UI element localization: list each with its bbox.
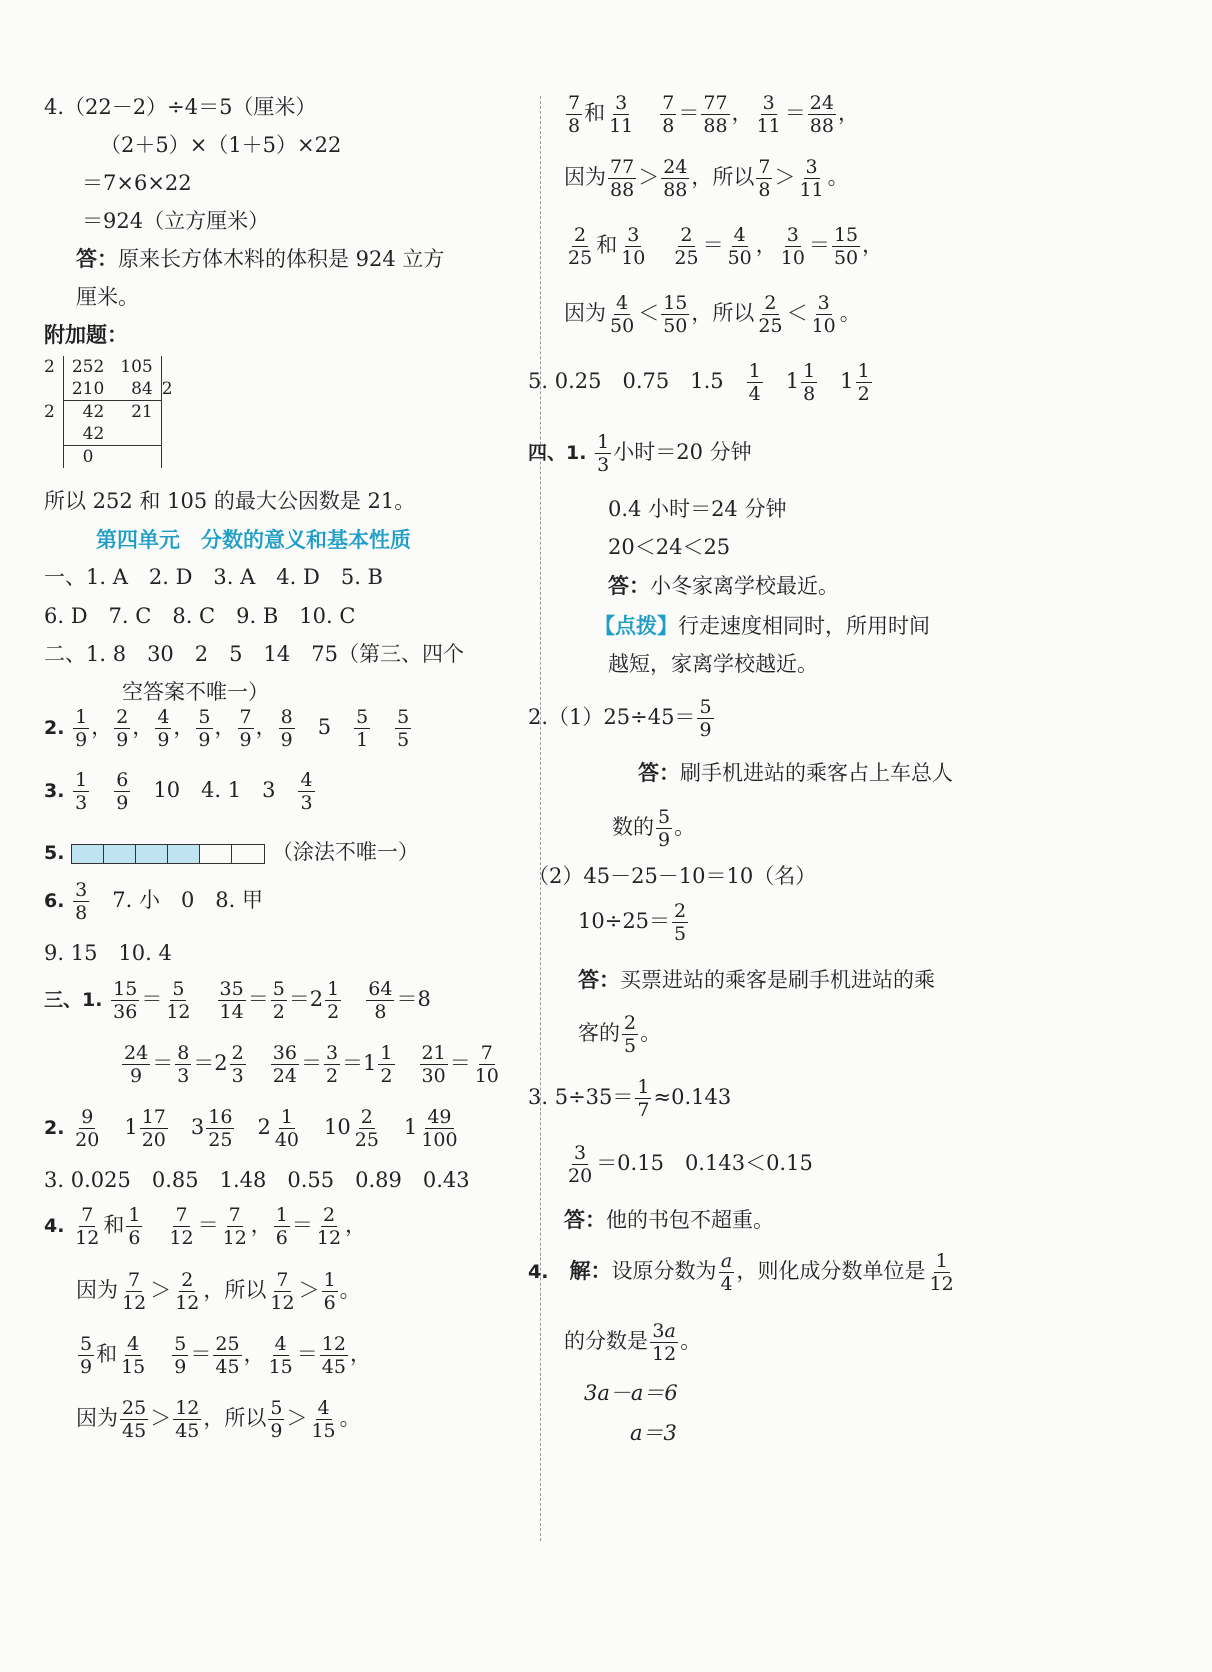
tip-cont: 越短，家离学校越近。 (608, 652, 818, 676)
bonus-label: 附加题： (44, 323, 128, 347)
s3-q4-line4: 因为 $\frac{25}{45}$ ＞ $\frac{12}{45}$ ，所以 $\frac{5}{9}$ ＞ $\frac{4}{15}$ 。 (76, 1397, 361, 1442)
s4-q2b-answer-cont: 客的 $\frac{2}{5}$ 。 (578, 1012, 662, 1057)
answer-text: 原来长方体木料的体积是 924 立方 (118, 247, 445, 271)
s3-q3: 3. 0.025 0.85 1.48 0.55 0.89 0.43 (44, 1168, 470, 1192)
s4-q2-answer-cont: 数的 $\frac{5}{9}$ 。 (612, 806, 696, 851)
answer-label: 答： (76, 247, 118, 271)
shading-bar (71, 844, 265, 864)
section1-line1: 一、1. A 2. D 3. A 4. D 5. B (44, 565, 383, 589)
s3-q1-line2: $\frac{24}{9}$ ＝ $\frac{8}{3}$ ＝2 $\frac{2}{3}$ $\frac{36}{24}$ ＝ $\frac{3}{2}$ ＝1 $\frac{1}{2}$ $\frac{21}{30}$ ＝ $\frac{7}{10}$ (124, 1042, 499, 1087)
section1-line2: 6. D 7. C 8. C 9. B 10. C (44, 604, 356, 628)
s4-q4-line2: 的分数是 $\frac{3a}{12}$ 。 (564, 1320, 702, 1365)
empty-cell (200, 845, 232, 863)
section2-line1: 二、1. 8 30 2 5 14 75（第三、四个 (44, 642, 464, 666)
unit-title: 第四单元 分数的意义和基本性质 (96, 528, 411, 552)
s4-q1-line3: 20＜24＜25 (608, 535, 731, 559)
s3-q4-line1: 4. $\frac{7}{12}$ 和 $\frac{1}{6}$ $\frac{7}{12}$ ＝ $\frac{7}{12}$ ， $\frac{1}{6}$ ＝ $\frac{2}{12}$ ， (44, 1204, 367, 1249)
s4-q4-eq2: a＝3 (630, 1421, 677, 1445)
s4-q2-line1: 2.（1）25÷45＝ $\frac{5}{9}$ (528, 696, 712, 741)
r-q4-line2: 因为 $\frac{77}{88}$ ＞ $\frac{24}{88}$ ，所以 $\frac{7}{8}$ ＞ $\frac{3}{11}$ 。 (564, 156, 849, 201)
s4-q3-line1: 3. 5÷35＝ $\frac{1}{7}$ ≈0.143 (528, 1076, 732, 1121)
shaded-cell (104, 845, 136, 863)
section2-line2: 空答案不唯一） (122, 680, 269, 704)
bonus-conclusion: 所以 252 和 105 的最大公因数是 21。 (44, 489, 416, 513)
empty-cell (232, 845, 264, 863)
division-ladder: 2 252 105 210 84 2 2 42 21 42 0 (44, 357, 173, 467)
shaded-cell (136, 845, 168, 863)
r-q5: 5. 0.25 0.75 1.5 $\frac{1}{4}$ 1 $\frac{1}{8}$ 1 $\frac{1}{2}$ (528, 360, 870, 405)
s2-q9: 9. 15 10. 4 (44, 941, 172, 965)
s4-q3-answer: 答：他的书包不超重。 (564, 1208, 774, 1232)
s4-q4-line1: 4. 解：设原分数为 $\frac{a}{4}$ ，则化成分数单位是 $\frac{1}{12}$ (528, 1250, 954, 1295)
q4-answer-cont: 厘米。 (76, 285, 139, 309)
s2-q5: 5. （涂法不唯一） (44, 840, 419, 864)
q4-line2: （2＋5）×（1＋5）×22 (100, 133, 342, 157)
r-q4-line3: $\frac{2}{25}$ 和 $\frac{3}{10}$ $\frac{2}{25}$ ＝ $\frac{4}{50}$ ， $\frac{3}{10}$ ＝ $\frac{15}{50}$ ， (568, 224, 884, 269)
s4-q2b-answer: 答：买票进站的乘客是刷手机进站的乘 (578, 968, 935, 992)
tip-label: 【点拨】 (594, 614, 678, 638)
s4-q1-line1: 四、1. $\frac{1}{3}$ 小时＝20 分钟 (528, 431, 752, 476)
s2-q2: 2. $\frac{1}{9}$ ， $\frac{2}{9}$ ， $\frac{4}{9}$ ， $\frac{5}{9}$ ， $\frac{7}{9}$ ， $\frac{8}{9}$ 5 $\frac{5}{1}$ $\frac{5}{5}$ (44, 706, 410, 751)
r-q4-line1: $\frac{7}{8}$ 和 $\frac{3}{11}$ $\frac{7}{8}$ ＝ $\frac{77}{88}$ ， $\frac{3}{11}$ ＝ $\frac{24}{88}$ ， (568, 92, 859, 137)
s3-q4-line3: $\frac{5}{9}$ 和 $\frac{4}{15}$ $\frac{5}{9}$ ＝ $\frac{25}{45}$ ， $\frac{4}{15}$ ＝ $\frac{12}{45}$ ， (80, 1333, 371, 1378)
s3-q1-line1: 三、1. $\frac{15}{36}$ ＝ $\frac{5}{12}$ $\frac{35}{14}$ ＝ $\frac{5}{2}$ ＝2 $\frac{1}{2}$ $\frac{64}{8}$ ＝8 (44, 978, 431, 1023)
column-divider (540, 96, 541, 1541)
s4-q3-line2: $\frac{3}{20}$ ＝0.15 0.143＜0.15 (568, 1142, 813, 1187)
r-q4-line4: 因为 $\frac{4}{50}$ ＜ $\frac{15}{50}$ ，所以 $\frac{2}{25}$ ＜ $\frac{3}{10}$ 。 (564, 292, 861, 337)
q4-line3: ＝7×6×22 (82, 171, 192, 195)
s4-q2-answer: 答：刷手机进站的乘客占上车总人 (638, 761, 953, 785)
s4-q1-line2: 0.4 小时＝24 分钟 (608, 497, 787, 521)
tip: 【点拨】行走速度相同时，所用时间 (594, 614, 930, 638)
q4-answer (76, 246, 444, 272)
q4-line1: 4.（22－2）÷4＝5（厘米） (44, 95, 317, 119)
s4-q2b-line1: （2）45－25－10＝10（名） (528, 864, 817, 888)
s2-q6: 6. $\frac{3}{8}$ 7. 小 0 8. 甲 (44, 879, 264, 924)
q4-line4: ＝924（立方厘米） (82, 209, 270, 233)
s4-q2b-line2: 10÷25＝ $\frac{2}{5}$ (578, 900, 687, 945)
s2-q3: 3. $\frac{1}{3}$ $\frac{6}{9}$ 10 4. 1 3 $\frac{4}{3}$ (44, 769, 313, 814)
s4-q4-eq1: 3a－a＝6 (584, 1381, 678, 1405)
s3-q4-line2: 因为 $\frac{7}{12}$ ＞ $\frac{2}{12}$ ，所以 $\frac{7}{12}$ ＞ $\frac{1}{6}$ 。 (76, 1269, 361, 1314)
shaded-cell (168, 845, 200, 863)
s3-q2: 2. $\frac{9}{20}$ 1 $\frac{17}{20}$ 3 $\frac{16}{25}$ 2 $\frac{1}{40}$ 10 $\frac{2}{25}$ 1 $\frac{49}{100}$ (44, 1106, 458, 1151)
shaded-cell (72, 845, 104, 863)
s4-q1-answer: 答：小冬家离学校最近。 (608, 574, 839, 598)
